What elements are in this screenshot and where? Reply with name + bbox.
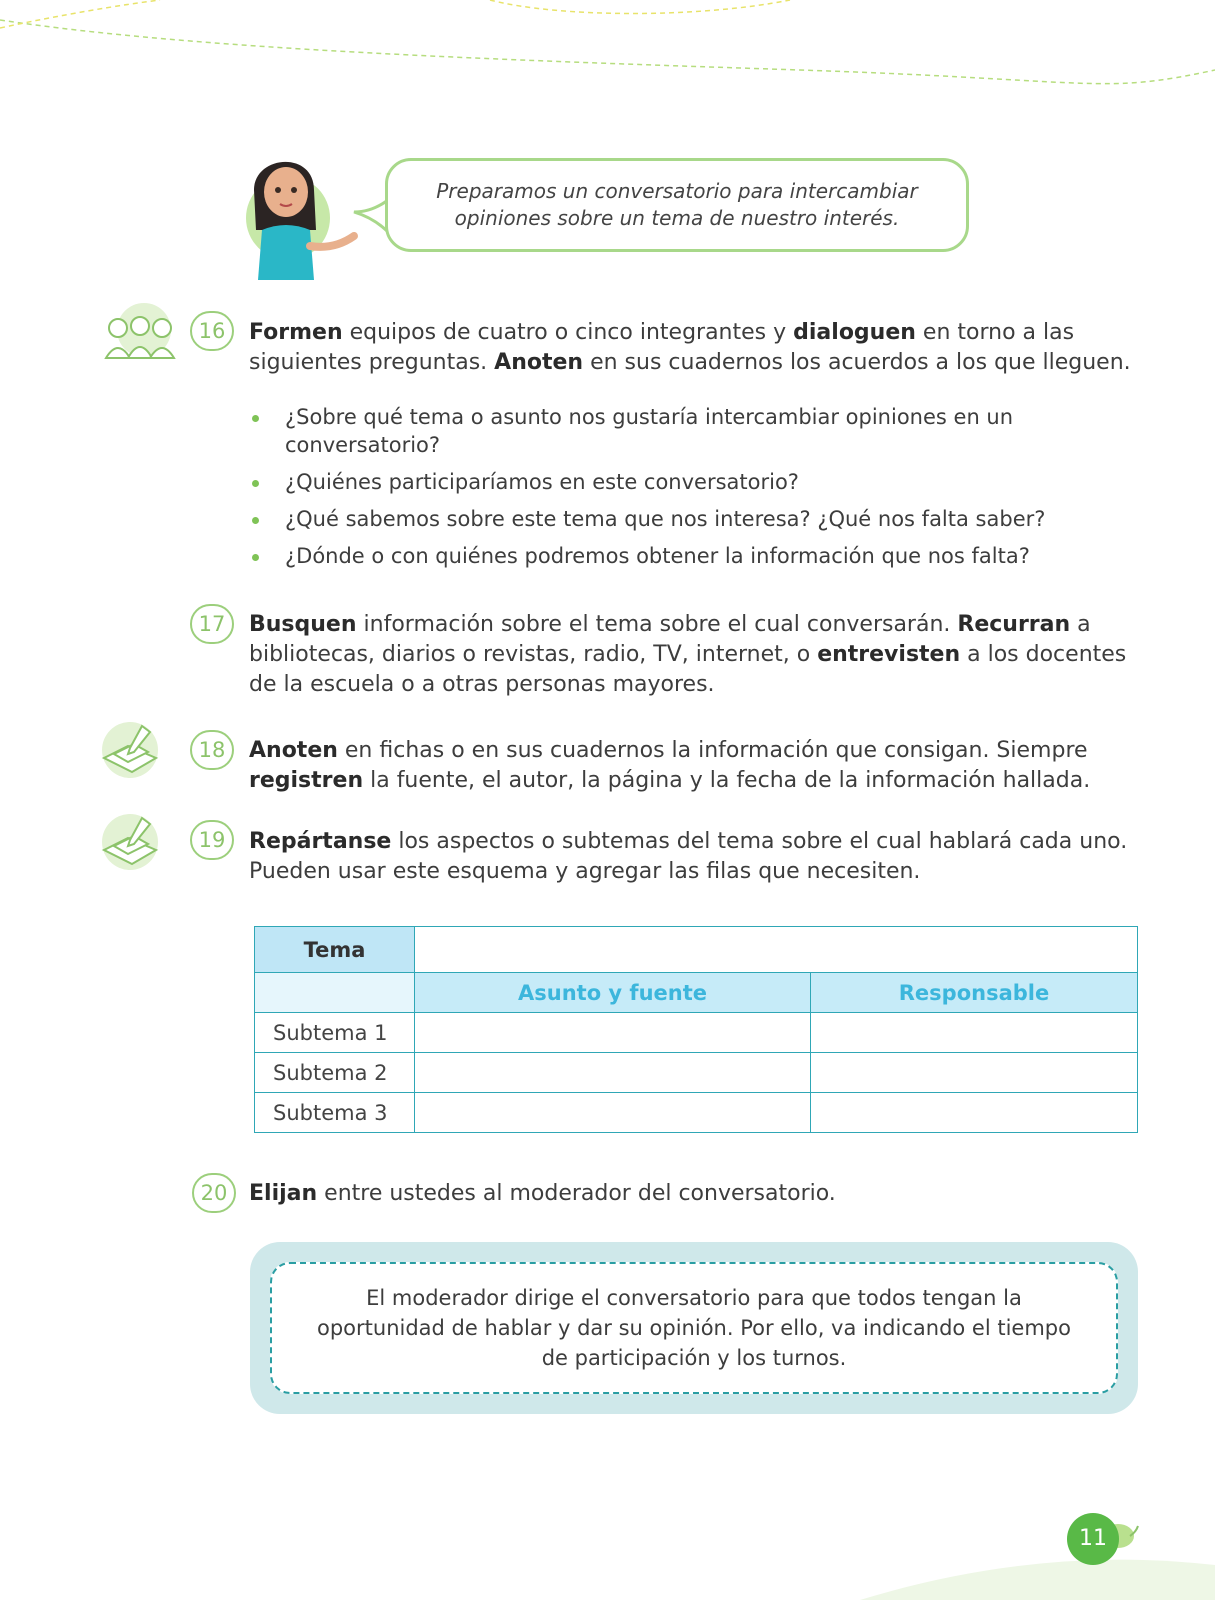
list-item	[249, 542, 1109, 570]
activity-20-text	[249, 1179, 1139, 1209]
list-item	[249, 468, 1109, 496]
subtema-label: Subtema 1	[255, 1013, 415, 1053]
question-list	[249, 403, 1109, 579]
responsable-cell[interactable]	[811, 1093, 1138, 1133]
activity-16-text-part: equipos de cuatro o cinco integrantes y	[342, 320, 794, 345]
table-row	[255, 1053, 1138, 1093]
asunto-cell[interactable]	[415, 1013, 811, 1053]
table-header-row	[255, 973, 1138, 1013]
subtema-label: Subtema 3	[255, 1093, 415, 1133]
info-box-text: El moderador dirige el conversatorio para que todos tengan la oportunidad de hablar y dar su opinión. Por ello, va indicando el tiempo de participación y los turnos.	[317, 1286, 1071, 1370]
table-row	[255, 1093, 1138, 1133]
activity-number-19: 19	[190, 820, 234, 860]
speech-text: Preparamos un conversatorio para intercambiar opiniones sobre un tema de nuestro interés.	[436, 179, 918, 230]
bullet-dot	[252, 415, 259, 422]
activity-number-17: 17	[190, 604, 234, 644]
activity-19-text-part: los aspectos o subtemas del tema sobre el cual hablará cada uno. Pueden usar este esquema y agregar las filas que necesiten.	[249, 829, 1128, 884]
list-item	[249, 505, 1109, 533]
col-header-asunto: Asunto y fuente	[415, 973, 811, 1013]
team-icon	[100, 300, 180, 362]
info-box-inner	[270, 1262, 1118, 1394]
emphasis-formen: Formen	[249, 320, 343, 345]
asunto-cell[interactable]	[415, 1093, 811, 1133]
speech-bubble	[385, 158, 969, 252]
activity-16-text-part: en sus cuadernos los acuerdos a los que lleguen.	[583, 350, 1131, 375]
activity-17-text-part: información sobre el tema sobre el cual conversarán.	[356, 612, 958, 637]
activity-18-text	[249, 736, 1139, 796]
tema-label-cell: Tema	[255, 927, 415, 973]
subtopic-table	[254, 926, 1138, 1133]
bullet-dot	[252, 517, 259, 524]
activity-18-text-part: en fichas o en sus cuadernos la información que consigan. Siempre	[337, 738, 1088, 763]
activity-number-20: 20	[192, 1173, 236, 1213]
emphasis-anoten: Anoten	[249, 738, 338, 763]
bullet-dot	[252, 480, 259, 487]
activity-number-16: 16	[190, 311, 234, 351]
activity-19-text	[249, 827, 1139, 887]
subtema-label: Subtema 2	[255, 1053, 415, 1093]
responsable-cell[interactable]	[811, 1053, 1138, 1093]
emphasis-recurran: Recurran	[957, 612, 1071, 637]
activity-16-text	[249, 318, 1139, 378]
emphasis-entrevisten: entrevisten	[817, 642, 961, 667]
activity-16-text-part: en torno a las siguientes preguntas.	[249, 320, 1075, 375]
decorative-wave-lines	[0, 0, 1215, 110]
writing-notes-icon	[98, 810, 164, 872]
emphasis-busquen: Busquen	[249, 612, 357, 637]
list-item-text: ¿Quiénes participaríamos en este conversatorio?	[285, 470, 799, 494]
page-number: 11	[1067, 1513, 1119, 1565]
decorative-footer-curve	[860, 1555, 1215, 1600]
activity-17-text-part: a los docentes de la escuela o a otras personas mayores.	[249, 642, 1127, 697]
bullet-dot	[252, 554, 259, 561]
blank-header-cell	[255, 973, 415, 1013]
asunto-cell[interactable]	[415, 1053, 811, 1093]
tema-value-cell[interactable]	[415, 927, 1138, 973]
table-row	[255, 1013, 1138, 1053]
list-item	[249, 403, 1109, 459]
list-item-text: ¿Dónde o con quiénes podremos obtener la información que nos falta?	[285, 544, 1030, 568]
activity-20-text-part: entre ustedes al moderador del conversatorio.	[317, 1181, 836, 1206]
emphasis-anoten: Anoten	[494, 350, 584, 375]
activity-18-text-part: la fuente, el autor, la página y la fecha de la información hallada.	[363, 768, 1091, 793]
girl-illustration	[244, 150, 364, 280]
emphasis-dialoguen: dialoguen	[793, 320, 916, 345]
col-header-responsable: Responsable	[811, 973, 1138, 1013]
moderator-info-box	[250, 1242, 1138, 1414]
emphasis-registren: registren	[249, 768, 364, 793]
list-item-text: ¿Qué sabemos sobre este tema que nos interesa? ¿Qué nos falta saber?	[285, 507, 1046, 531]
responsable-cell[interactable]	[811, 1013, 1138, 1053]
activity-17-text-part: a bibliotecas, diarios o revistas, radio, TV, internet, o	[249, 612, 1091, 667]
emphasis-elijan: Elijan	[249, 1181, 318, 1206]
list-item-text: ¿Sobre qué tema o asunto nos gustaría intercambiar opiniones en un conversatorio?	[285, 405, 1014, 457]
table-row	[255, 927, 1138, 973]
emphasis-repartanse: Repártanse	[249, 829, 392, 854]
activity-17-text	[249, 610, 1139, 700]
activity-number-18: 18	[190, 730, 234, 770]
writing-notes-icon	[98, 718, 164, 780]
